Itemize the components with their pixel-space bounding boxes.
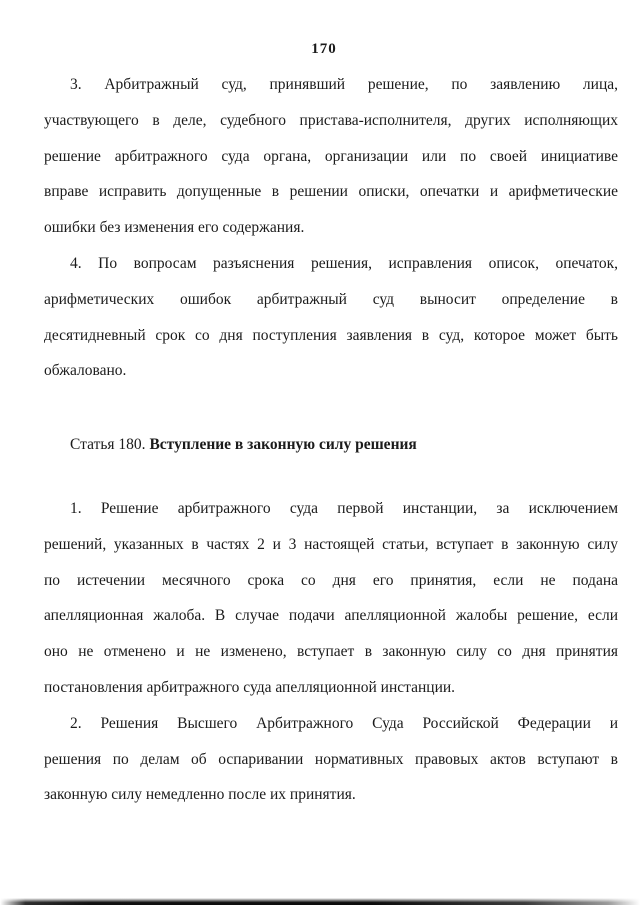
heading-line [44,427,618,463]
text-line: ошибки без изменения его содержания. [44,219,305,237]
scan-edge-shadow [0,898,640,905]
paragraph-part-4 [44,246,618,389]
paragraph-part-1 [44,491,618,706]
text-line: вправе исправить допущенные в решении описки, опечатки и арифметические [44,183,618,201]
text-line: 3. Арбитражный суд, принявший решение, по заявлению лица, [70,76,618,93]
text-line: обжаловано. [44,362,127,380]
text-line: участвующего в деле, судебного пристава-исполнителя, других исполняющих [44,111,618,129]
text-line: арифметических ошибок арбитражный суд выносит определение в [44,290,618,308]
text-line: 4. По вопросам разъяснения решения, исправления описок, опечаток, [70,254,618,272]
text-line: постановления арбитражного суда апелляционной инстанции. [44,678,456,696]
text-line: 2. Решения Высшего Арбитражного Суда Российской Федерации и [70,714,618,732]
text-line: десятидневный срок со дня поступления заявления в суд, которое может быть [44,326,618,344]
page-number: 170 [311,41,337,57]
article-title: Вступление в законную силу решения [149,436,417,454]
text-column [44,67,618,813]
paragraph-part-3 [44,67,618,246]
text-line: апелляционная жалоба. В случае подачи апелляционной жалобы решение, если [44,607,618,625]
text-line: решения по делам об оспаривании нормативных правовых актов вступают в [44,750,618,768]
text-line: по истечении месячного срока со дня его принятия, если не подана [44,571,618,589]
text-line: решение арбитражного суда органа, организации или по своей инициативе [44,147,618,165]
text-line: 1. Решение арбитражного суда первой инстанции, за исключением [70,499,618,517]
article-heading [44,427,618,463]
text-line: законную силу немедленно после их принятия. [44,786,356,804]
article-number: Статья 180. [70,436,150,454]
text-line: решений, указанных в частях 2 и 3 настоящей статьи, вступает в законную силу [44,535,618,553]
text-line: оно не отменено и не изменено, вступает в законную силу со дня принятия [44,643,618,661]
paragraph-part-2 [44,706,618,813]
